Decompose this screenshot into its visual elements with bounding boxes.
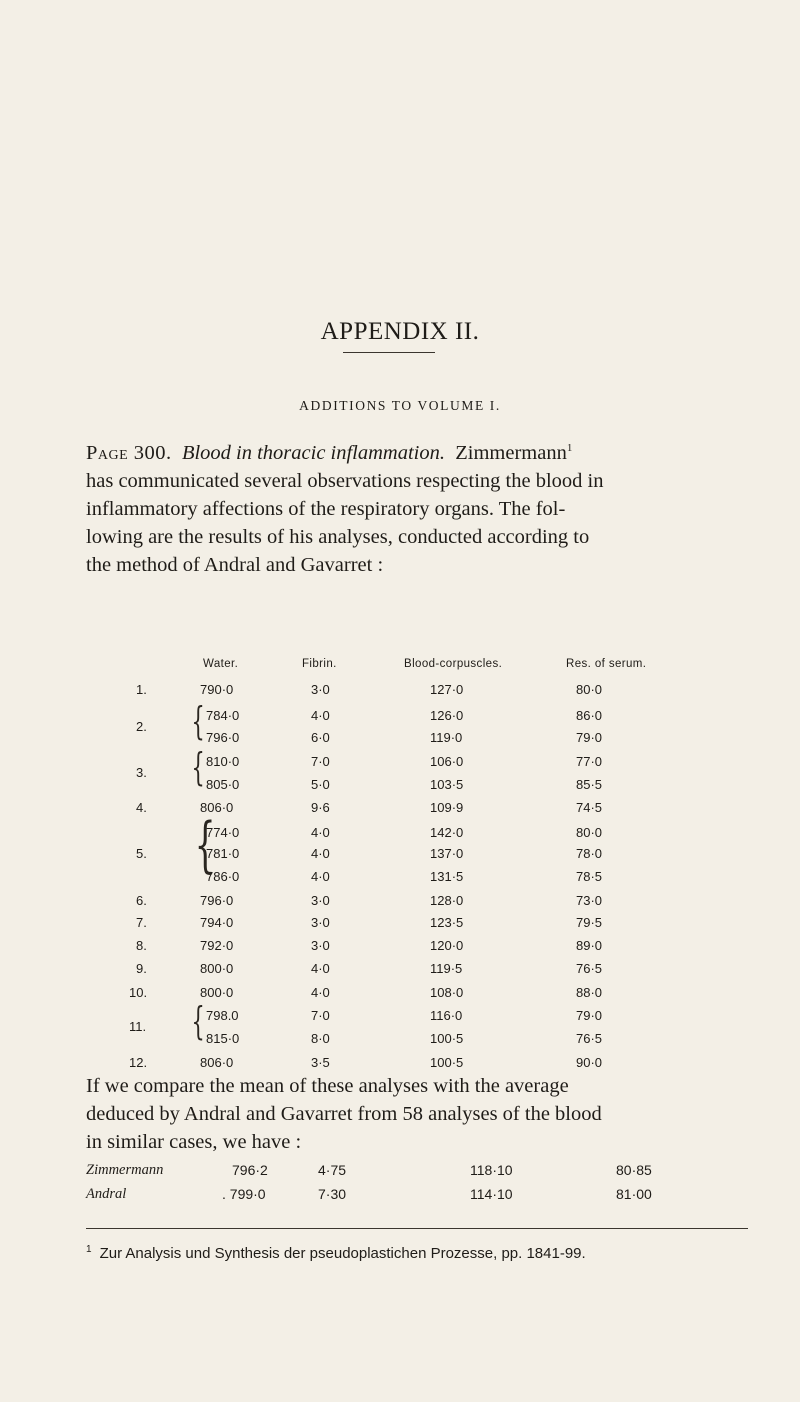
row-label: 3. [136,765,147,780]
corpuscles-value: 100·5 [430,1055,464,1070]
row-label: 10. [129,985,148,1000]
comparison-name: Andral [86,1186,127,1202]
footnote-number: 1 [86,1244,92,1255]
fibrin-value: 4·0 [311,708,330,723]
comparison-fibrin: 7·30 [318,1186,347,1202]
water-value: 786·0 [206,869,240,884]
fibrin-value: 3·0 [311,682,330,697]
corpuscles-value: 109·9 [430,800,464,815]
row-group-brace: { [191,699,205,743]
fibrin-value: 3·5 [311,1055,330,1070]
compare-line-1: If we compare the mean of these analyses with the average [86,1075,569,1097]
corpuscles-value: 119·0 [430,730,463,745]
compare-line-3: in similar cases, we have : [86,1131,302,1153]
row-group-brace: { [191,999,205,1043]
water-value: 798.0 [206,1008,239,1023]
row-label: 1. [136,682,147,697]
row-label: 5. [136,846,147,861]
water-value: 781·0 [206,846,240,861]
serum-value: 78·5 [576,869,603,884]
footnote-rule [86,1228,748,1229]
header-corpuscles: Blood-corpuscles. [404,658,503,670]
footnote [86,1244,766,1262]
corpuscles-value: 100·5 [430,1031,464,1046]
row-group-brace: { [194,810,216,880]
serum-value: 76·5 [576,961,603,976]
comparison-serum: 81·00 [616,1186,652,1202]
intro-line-5: the method of Andral and Gavarret : [86,553,384,576]
comparison-paragraph [86,1072,746,1156]
water-value: 800·0 [200,985,234,1000]
serum-value: 76·5 [576,1031,603,1046]
serum-value: 78·0 [576,846,603,861]
serum-value: 88·0 [576,985,603,1000]
corpuscles-value: 131·5 [430,869,464,884]
fibrin-value: 9·6 [311,800,330,815]
water-value: 815·0 [206,1031,240,1046]
serum-value: 79·0 [576,730,603,745]
water-value: 794·0 [200,915,234,930]
serum-value: 79·0 [576,1008,603,1023]
corpuscles-value: 103·5 [430,777,464,792]
comparison-corpuscles: 118·10 [470,1162,513,1178]
serum-value: 90·0 [576,1055,603,1070]
fibrin-value: 7·0 [311,1008,330,1023]
water-value: 806·0 [200,800,234,815]
corpuscles-value: 108·0 [430,985,464,1000]
fibrin-value: 4·0 [311,869,330,884]
fibrin-value: 4·0 [311,961,330,976]
section-heading: ADDITIONS TO VOLUME I. [299,398,501,413]
corpuscles-value: 106·0 [430,754,464,769]
serum-value: 73·0 [576,893,603,908]
serum-value: 80·0 [576,682,603,697]
fibrin-value: 8·0 [311,1031,330,1046]
header-serum: Res. of serum. [566,658,647,670]
water-value: 800·0 [200,961,234,976]
corpuscles-value: 128·0 [430,893,464,908]
fibrin-value: 4·0 [311,846,330,861]
comparison-serum: 80·85 [616,1162,652,1178]
fibrin-value: 4·0 [311,985,330,1000]
water-value: 792·0 [200,938,234,953]
water-value: 774·0 [206,825,240,840]
serum-value: 77·0 [576,754,603,769]
serum-value: 74·5 [576,800,603,815]
comparison-water: . 799·0 [222,1186,266,1202]
serum-value: 85·5 [576,777,603,792]
header-fibrin: Fibrin. [302,658,337,670]
topic-title: Blood in thoracic inflammation. [181,441,446,464]
water-value: 805·0 [206,777,240,792]
corpuscles-value: 119·5 [430,961,463,976]
fibrin-value: 5·0 [311,777,330,792]
intro-line-3: inflammatory affections of the respiratory organs. The fol- [86,497,566,520]
footnote-text: Zur Analysis und Synthesis der pseudoplastichen Prozesse, pp. 1841-99. [99,1245,586,1262]
fibrin-value: 3·0 [311,893,330,908]
fibrin-value: 4·0 [311,825,330,840]
row-label: 7. [136,915,147,930]
comparison-fibrin: 4·75 [318,1162,347,1178]
appendix-title: APPENDIX II. [320,318,480,345]
intro-line-2: has communicated several observations respecting the blood in [86,469,604,492]
intro-line-4: lowing are the results of his analyses, conducted according to [86,525,590,548]
comparison-name: Zimmermann [86,1162,164,1178]
comparison-corpuscles: 114·10 [470,1186,513,1202]
row-label: 6. [136,893,147,908]
row-group-brace: { [191,745,205,789]
row-label: 2. [136,719,147,734]
water-value: 796·0 [206,730,240,745]
footnote-marker: 1 [566,442,573,454]
comparison-water: 796·2 [232,1162,268,1178]
water-value: 796·0 [200,893,234,908]
corpuscles-value: 126·0 [430,708,464,723]
serum-value: 86·0 [576,708,603,723]
row-label: 11. [129,1019,147,1034]
page-reference: Page 300. [86,441,172,464]
corpuscles-value: 142·0 [430,825,464,840]
serum-value: 80·0 [576,825,603,840]
corpuscles-value: 127·0 [430,682,464,697]
compare-line-2: deduced by Andral and Gavarret from 58 analyses of the blood [86,1103,602,1125]
corpuscles-value: 123·5 [430,915,464,930]
fibrin-value: 7·0 [311,754,330,769]
header-water: Water. [203,658,239,670]
author-name: Zimmermann [455,441,567,464]
fibrin-value: 3·0 [311,915,330,930]
corpuscles-value: 116·0 [430,1008,463,1023]
corpuscles-value: 120·0 [430,938,464,953]
serum-value: 89·0 [576,938,603,953]
row-label: 9. [136,961,147,976]
water-value: 810·0 [206,754,240,769]
serum-value: 79·5 [576,915,603,930]
corpuscles-value: 137·0 [430,846,464,861]
fibrin-value: 3·0 [311,938,330,953]
water-value: 790·0 [200,682,234,697]
row-label: 8. [136,938,147,953]
row-label: 4. [136,800,147,815]
water-value: 784·0 [206,708,240,723]
fibrin-value: 6·0 [311,730,330,745]
water-value: 806·0 [200,1055,234,1070]
row-label: 12. [129,1055,148,1070]
